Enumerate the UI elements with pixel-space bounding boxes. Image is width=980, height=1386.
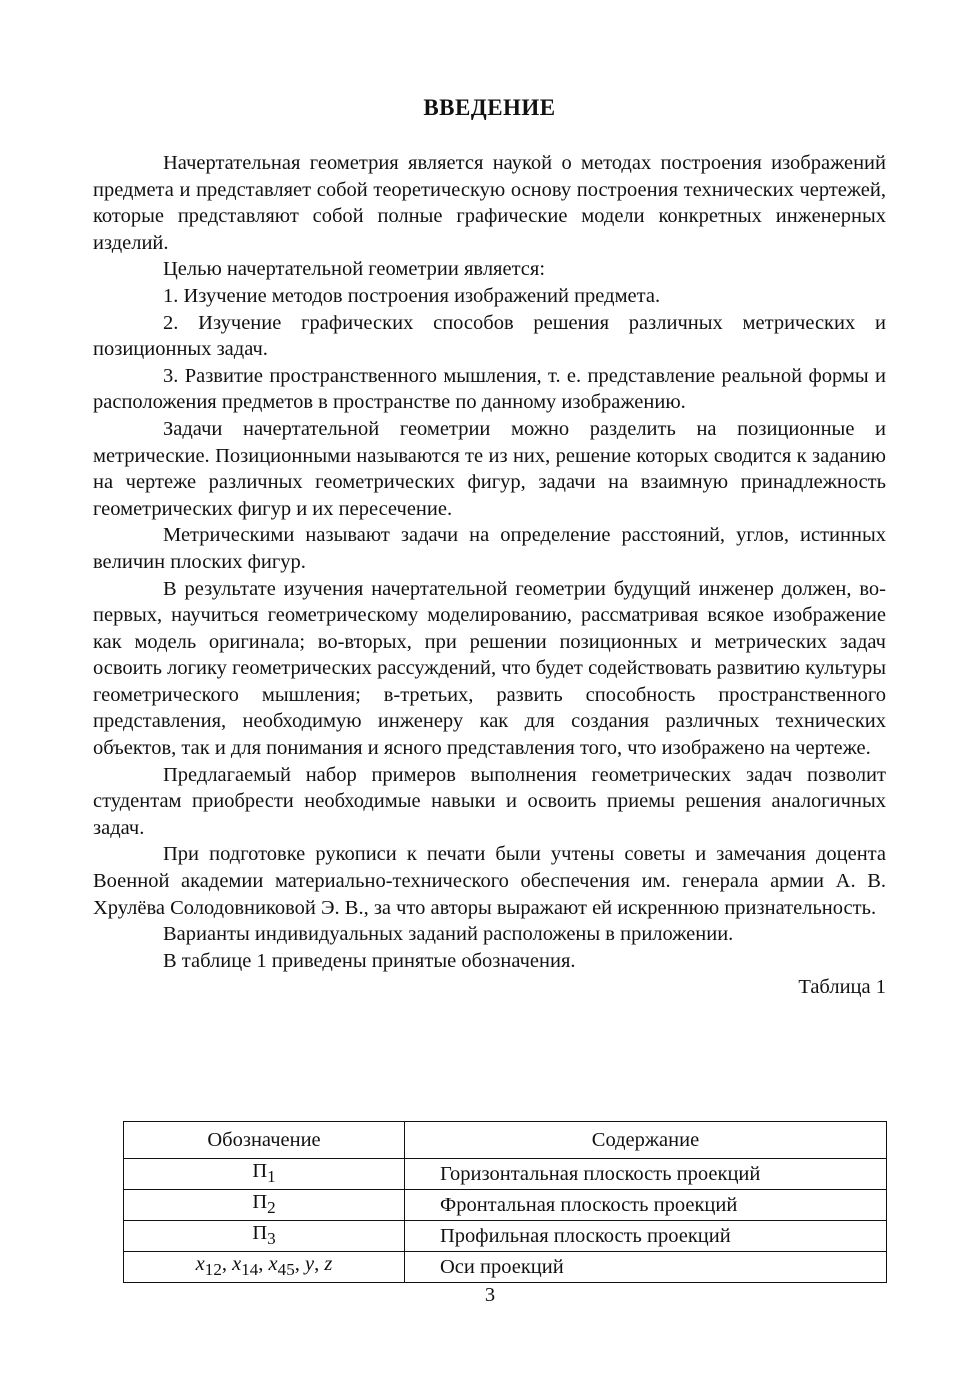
axis-y: y	[304, 1253, 315, 1276]
separator: ,	[294, 1253, 305, 1276]
symbol-subscript: 3	[267, 1229, 276, 1249]
axis-subscript: 14	[241, 1260, 259, 1280]
axis-x: x	[232, 1253, 242, 1276]
list-item: 1. Изучение методов построения изображений предмета.	[163, 284, 661, 307]
column-header-notation: Обозначение	[124, 1122, 405, 1159]
symbol-cell	[124, 1159, 405, 1190]
axis-subscript: 45	[277, 1260, 295, 1280]
table-caption: Таблица 1	[798, 976, 886, 999]
paragraph: При подготовке рукописи к печати были учтены советы и замечания доцента Военной академии материально-технического обеспечения им. генерала армии А. В. Хрулёва Солодовниковой Э. В., за что авторы выражают ей искреннюю признательность.	[93, 843, 886, 919]
paragraph: Метрическими называют задачи на определение расстояний, углов, истинных величин плоских фигур.	[93, 524, 886, 573]
paragraph: Начертательная геометрия является наукой о методах построения изображений предмета и представляет собой теоретическую основу построения технических чертежей, которые представляют собой полные графические модели конкретных инженерных изделий.	[93, 152, 886, 254]
separator: ,	[314, 1253, 325, 1276]
list-item: 2. Изучение графических способов решения различных метрических и позиционных задач.	[93, 311, 886, 361]
paragraph: Задачи начертательной геометрии можно разделить на позиционные и метрические. Позиционными называются те из них, решение которых сводится к заданию на чертеже различных геометрических фигур, задачи на взаимную принадлежность геометрических фигур и их пересечение.	[93, 417, 886, 520]
content-cell: Горизонтальная плоскость проекций	[405, 1159, 887, 1190]
page-number: 3	[484, 1284, 496, 1306]
paragraph: В таблице 1 приведены принятые обозначения.	[163, 949, 576, 972]
notation-table	[123, 1121, 887, 1283]
symbol-cell	[124, 1221, 405, 1252]
symbol-cell	[124, 1190, 405, 1221]
axis-x: x	[268, 1253, 278, 1276]
paragraph: В результате изучения начертательной геометрии будущий инженер должен, во-первых, научиться геометрическому моделированию, рассматривая всякое изображение как модель оригинала; во-вторых, при решении позиционных и метрических задач освоить логику геометрических рассуждений, что будет содействовать развитию культуры геометрического мышления; в-третьих, развить способность пространственного представления, необходимую инженеру как для создания различных технических объектов, так и для понимания и ясного представления того, что изображено на чертеже.	[93, 577, 886, 760]
separator: ,	[258, 1253, 269, 1276]
list-item: 3. Развитие пространственного мышления, т. е. представление реальной формы и расположения предметов в пространстве по данному изображению.	[93, 364, 886, 414]
table-row	[124, 1221, 887, 1252]
column-header-content: Содержание	[405, 1122, 887, 1159]
axis-x: x	[195, 1253, 205, 1276]
section-heading: ВВЕДЕНИЕ	[423, 95, 556, 120]
symbol-text: П	[252, 1191, 268, 1214]
document-page	[93, 94, 886, 1011]
content-cell: Оси проекций	[405, 1252, 887, 1283]
axis-z: z	[324, 1253, 333, 1276]
paragraph: Предлагаемый набор примеров выполнения геометрических задач позволит студентам приобрести необходимые навыки и освоить приемы решения аналогичных задач.	[93, 763, 886, 839]
symbol-subscript: 1	[267, 1167, 276, 1187]
content-cell: Профильная плоскость проекций	[405, 1221, 887, 1252]
symbol-text: П	[252, 1222, 268, 1245]
symbol-text: П	[252, 1160, 268, 1182]
content-cell: Фронтальная плоскость проекций	[405, 1190, 887, 1221]
axes-symbol-cell	[124, 1252, 405, 1283]
paragraph: Варианты индивидуальных заданий расположены в приложении.	[163, 923, 734, 946]
separator: ,	[221, 1253, 233, 1276]
table-row	[124, 1159, 887, 1190]
symbol-subscript: 2	[267, 1198, 276, 1218]
table-row	[124, 1252, 887, 1283]
table-header-row	[124, 1122, 887, 1159]
table-row	[124, 1190, 887, 1221]
axis-subscript: 12	[204, 1260, 222, 1280]
paragraph: Целью начертательной геометрии является:	[163, 258, 546, 281]
